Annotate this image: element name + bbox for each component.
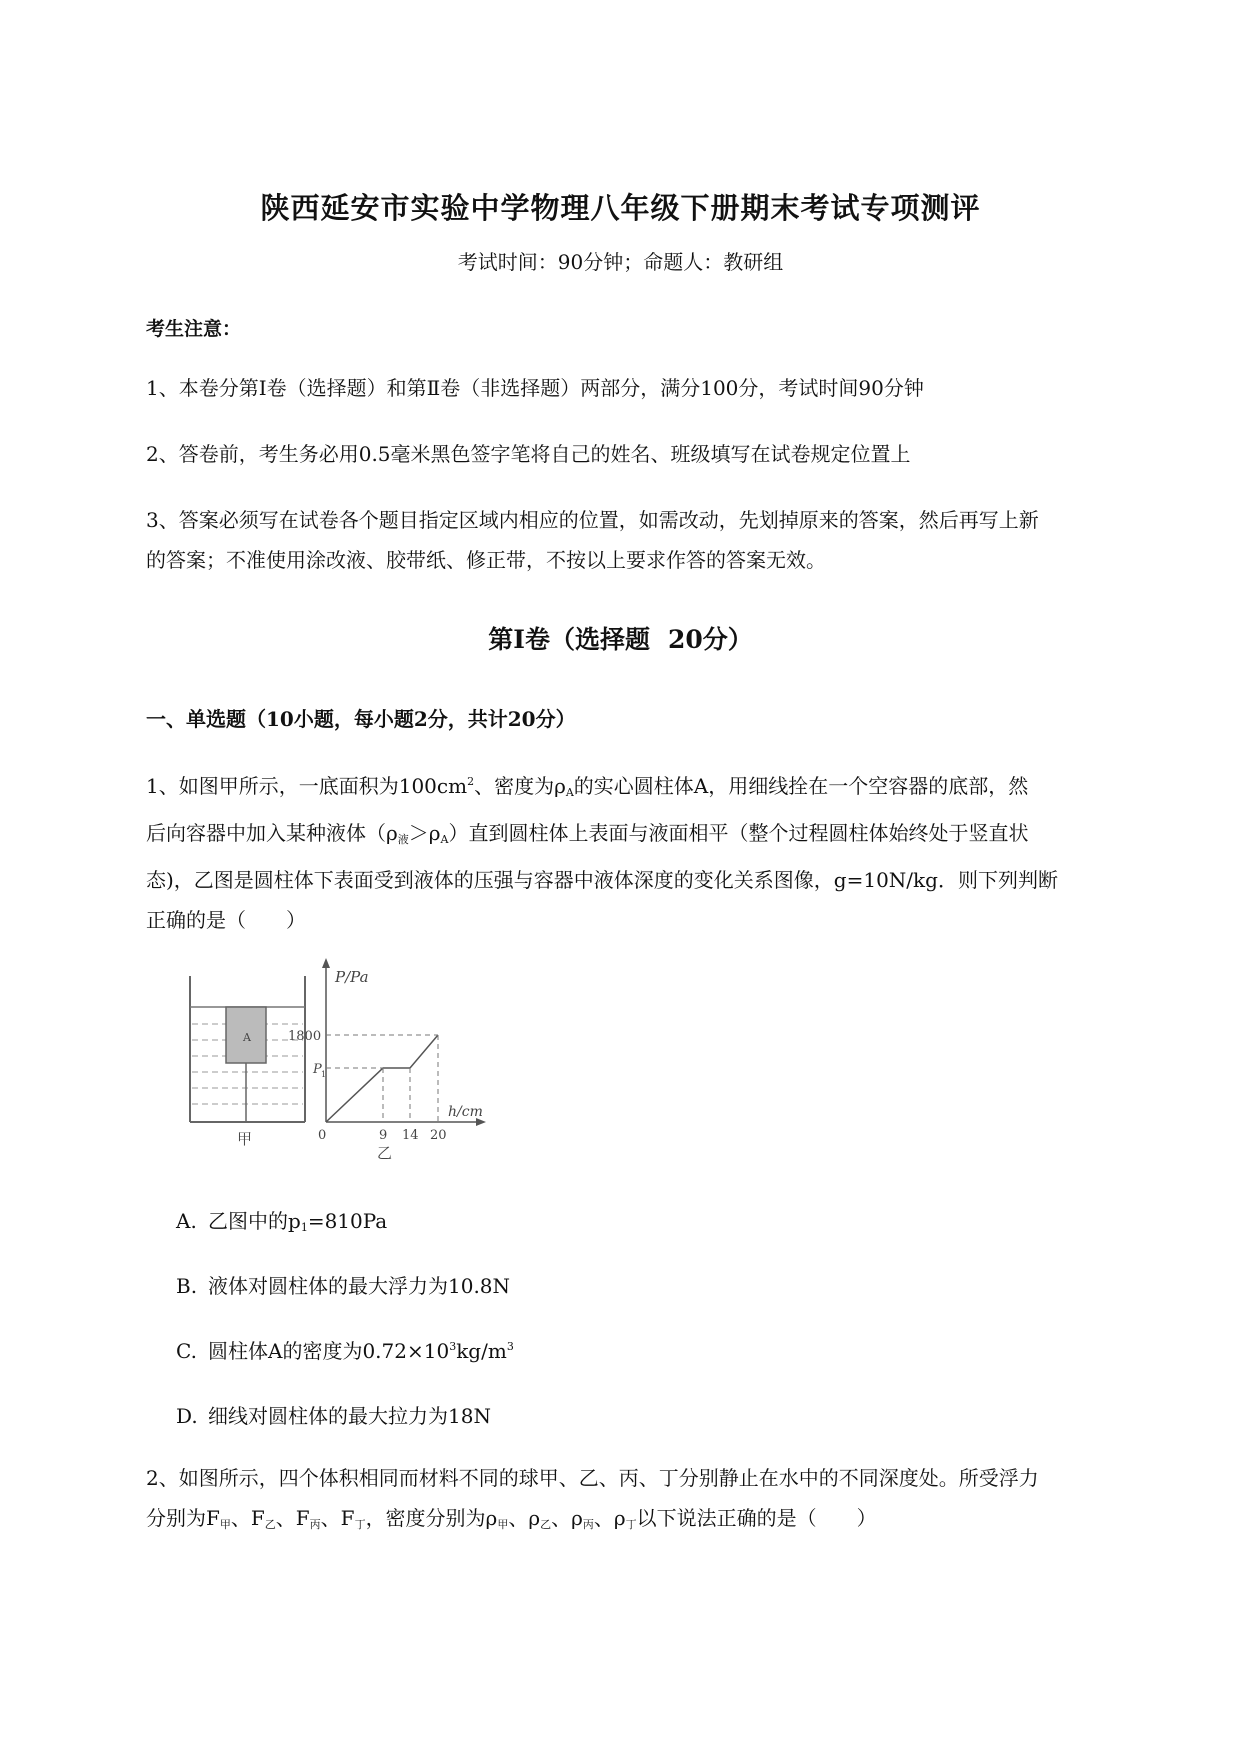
q2-line-1: 2、如图所示，四个体积相同而材料不同的球甲、乙、丙、丁分别静止在水中的不同深度处。所受浮力 <box>146 1466 1039 1490</box>
cylinder-label: A <box>243 1031 251 1044</box>
x-axis-label: h/cm <box>448 1104 483 1120</box>
question-2-stem <box>146 1458 1151 1545</box>
option-a: A. 乙图中的$p_1=810Pa$ <box>176 1209 388 1234</box>
section-title <box>0 620 1241 656</box>
tick-1800: 1800 <box>288 1029 322 1044</box>
tick-20: 20 <box>430 1128 447 1143</box>
section-title-score: 20分） <box>667 625 753 654</box>
label-jia: 甲 <box>237 1130 253 1148</box>
tick-9: 9 <box>379 1128 388 1143</box>
pressure-graph <box>288 958 486 1161</box>
q1-line-4: 正确的是（ ） <box>146 908 306 932</box>
notice-item-3 <box>146 500 1151 580</box>
notice-item-3-line-2: 的答案；不准使用涂改液、胶带纸、修正带，不按以上要求作答的答案无效。 <box>146 548 826 572</box>
notice-item-3-line-1: 3、答案必须写在试卷各个题目指定区域内相应的位置，如需改动，先划掉原来的答案，然后再写上新 <box>146 508 1039 532</box>
option-b: B. 液体对圆柱体的最大浮力为10.8N <box>176 1274 511 1298</box>
part-heading: 一、单选题（10小题，每小题2分，共计20分） <box>146 707 576 731</box>
label-yi: 乙 <box>377 1144 393 1161</box>
notice-item-2: 2、答卷前，考生务必用0.5毫米黑色签字笔将自己的姓名、班级填写在试卷规定位置上 <box>146 442 911 466</box>
container-diagram <box>190 976 305 1148</box>
graph-line <box>326 1035 438 1122</box>
tick-0: 0 <box>318 1128 327 1143</box>
tick-14: 14 <box>402 1128 419 1143</box>
y-axis-label: P/Pa <box>335 968 369 986</box>
tick-p1-sub: 1 <box>321 1070 327 1079</box>
figure-svg <box>180 946 540 1161</box>
option-c: C. 圆柱体A的密度为$0.72\times 10^3kg/m^3$ <box>176 1339 514 1363</box>
q1-line-2: 后向容器中加入某种液体$(\rho_液>\rho_A)$直到圆柱体上表面与液面相平（整个过程圆柱体始终处于竖直状 <box>146 821 1029 846</box>
notice-item-1: 1、本卷分第I卷（选择题）和第Ⅱ卷（非选择题）两部分，满分100分，考试时间90分钟 <box>146 376 924 400</box>
q1-line-3: 态)，乙图是圆柱体下表面受到液体的压强与容器中液体深度的变化关系图像，g=10N/kg．则下列判断 <box>146 868 1058 892</box>
question-1-stem <box>146 762 1151 940</box>
tick-p1: P <box>313 1062 322 1077</box>
q1-line-1: 1、如图甲所示，一底面积为$100cm^2$、密度为$\rho_A$的实心圆柱体A，用细线拴在一个空容器的底部，然 <box>146 774 1029 799</box>
exam-info: 考试时间：90分钟；命题人：教研组 <box>457 250 784 274</box>
page-title: 陕西延安市实验中学物理八年级下册期末考试专项测评 <box>260 191 981 225</box>
option-d: D. 细线对圆柱体的最大拉力为18N <box>176 1404 491 1428</box>
q2-line-2: 分别为$F_甲$、$F_乙$、$F_丙$、$F_丁$，密度分别为$\rho_甲$、$\rho_乙$、$\rho_丙$、$\rho_丁$以下说法正确的是（ ） <box>146 1506 877 1531</box>
section-title-main: 第I卷（选择题 <box>488 625 650 654</box>
question-1-figure <box>180 946 540 1161</box>
notice-heading: 考生注意： <box>146 318 242 340</box>
